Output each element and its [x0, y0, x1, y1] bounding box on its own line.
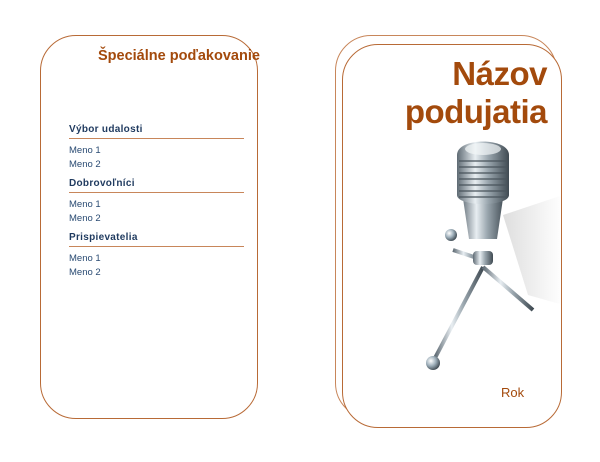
- section-title: Dobrovoľníci: [69, 178, 244, 193]
- section-event-committee: [69, 124, 244, 172]
- list-item: Meno 2: [69, 267, 101, 278]
- inside-panel: [40, 35, 258, 419]
- event-title: [405, 55, 547, 131]
- section-title: Prispievatelia: [69, 232, 244, 247]
- section-contributors: [69, 232, 244, 280]
- special-thanks-heading: Špeciálne poďakovanie: [98, 48, 260, 64]
- section-volunteers: [69, 178, 244, 226]
- list-item: Meno 1: [69, 199, 101, 210]
- name-list: [69, 144, 244, 172]
- year-label: Rok: [501, 385, 525, 400]
- cover-panel: [342, 44, 562, 428]
- title-line-1: Názov: [452, 55, 547, 92]
- section-title: Výbor udalosti: [69, 124, 244, 139]
- list-item: Meno 1: [69, 145, 101, 156]
- name-list: [69, 252, 244, 280]
- list-item: Meno 2: [69, 159, 101, 170]
- name-list: [69, 198, 244, 226]
- list-item: Meno 2: [69, 213, 101, 224]
- title-line-2: podujatia: [404, 93, 547, 130]
- list-item: Meno 1: [69, 253, 101, 264]
